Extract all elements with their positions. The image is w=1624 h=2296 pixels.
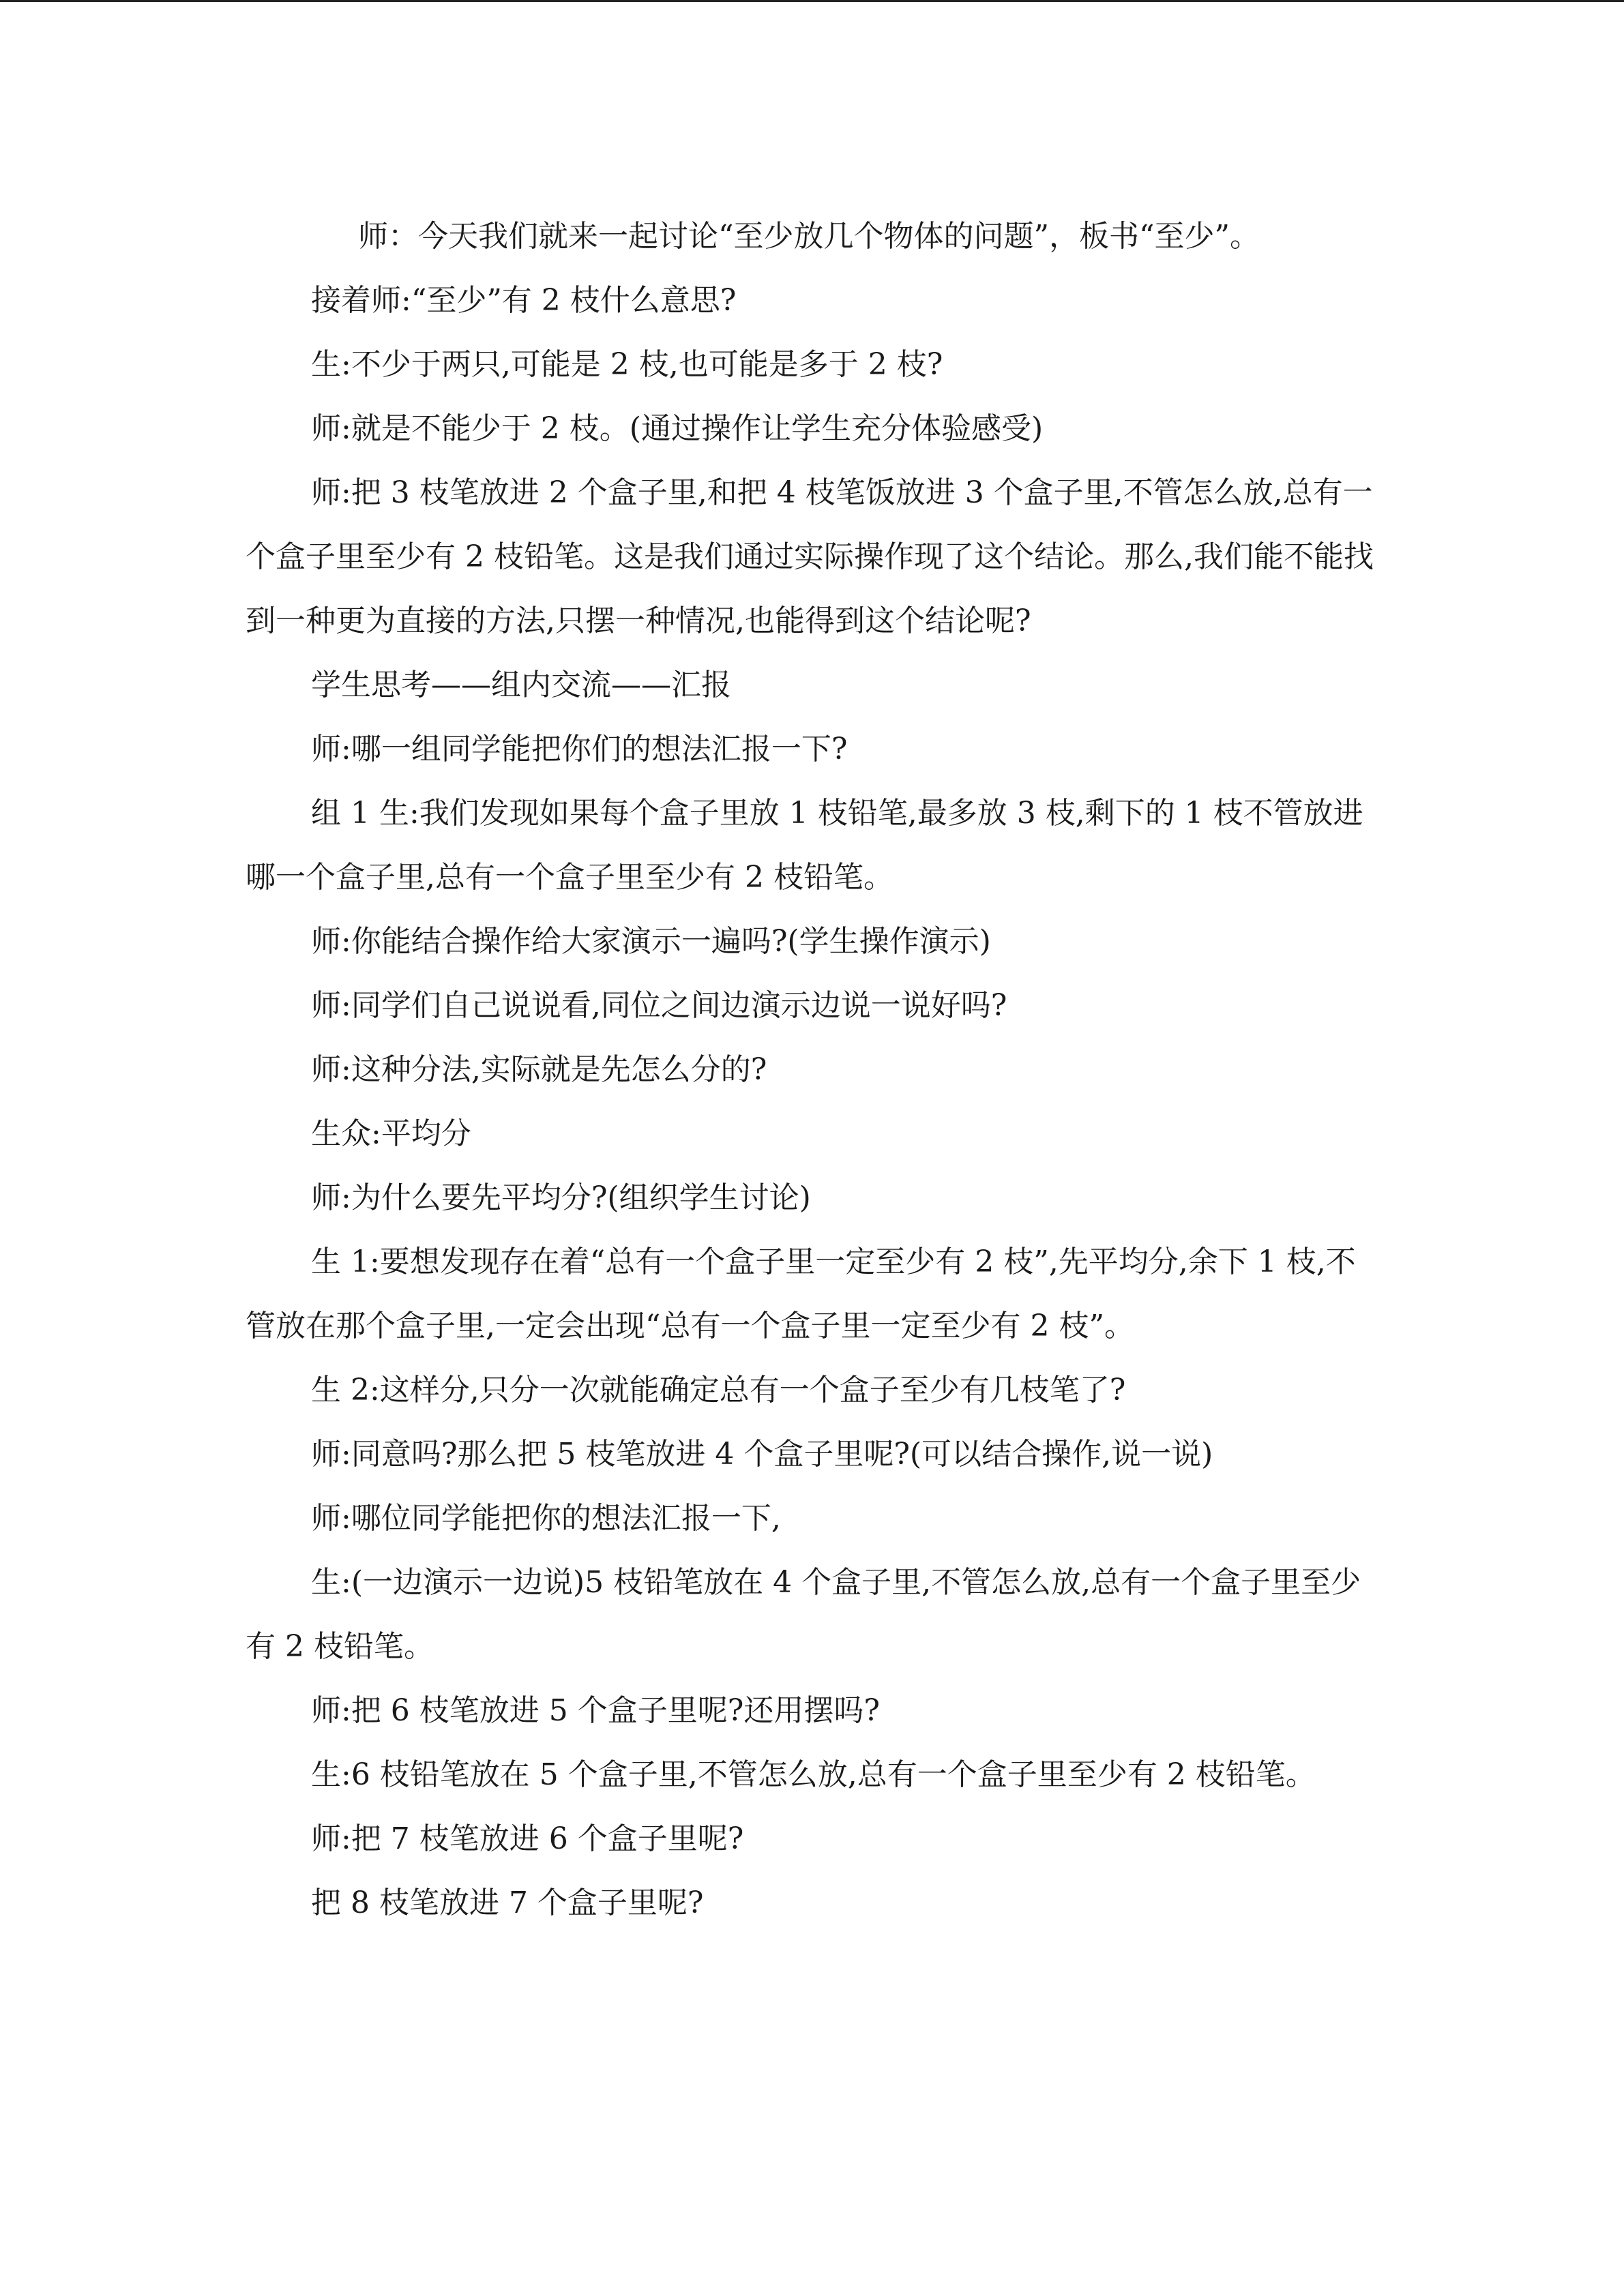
paragraph: 接着师:“至少”有 2 枝什么意思? xyxy=(311,283,737,318)
paragraph: 生 1:要想发现存在着“总有一个盒子里一定至少有 2 枝”,先平均分,余下 1 枝,不管放在那个盒子里,一定会出现“总有一个盒子里一定至少有 2 枝”。 xyxy=(246,1244,1356,1343)
document-body xyxy=(246,205,1381,1935)
paragraph: 组 1 生:我们发现如果每个盒子里放 1 枝铅笔,最多放 3 枝,剩下的 1 枝不管放进哪一个盒子里,总有一个盒子里至少有 2 枝铅笔。 xyxy=(246,796,1363,895)
paragraph: 师:同意吗?那么把 5 枝笔放进 4 个盒子里呢?(可以结合操作,说一说) xyxy=(311,1437,1213,1472)
paragraph: 师:为什么要先平均分?(组织学生讨论) xyxy=(311,1180,811,1215)
paragraph: 师:把 3 枝笔放进 2 个盒子里,和把 4 枝笔饭放进 3 个盒子里,不管怎么放,总有一个盒子里至少有 2 枝铅笔。这是我们通过实际操作现了这个结论。那么,我们能不能找到一种更为直接的方法,只摆一种情况,也能得到这个结论呢? xyxy=(246,475,1374,638)
paragraph: 学生思考——组内交流——汇报 xyxy=(311,668,731,702)
paragraph: 师：今天我们就来一起讨论“至少放几个物体的问题”，板书“至少”。 xyxy=(358,219,1260,254)
paragraph: 师:哪位同学能把你的想法汇报一下, xyxy=(311,1501,781,1536)
paragraph: 师:同学们自己说说看,同位之间边演示边说一说好吗? xyxy=(311,988,1007,1023)
paragraph: 师:就是不能少于 2 枝。(通过操作让学生充分体验感受) xyxy=(311,411,1044,446)
paragraph: 师:把 6 枝笔放进 5 个盒子里呢?还用摆吗? xyxy=(311,1693,880,1728)
paragraph: 师:把 7 枝笔放进 6 个盒子里呢? xyxy=(311,1821,744,1856)
paragraph: 生:6 枝铅笔放在 5 个盒子里,不管怎么放,总有一个盒子里至少有 2 枝铅笔。 xyxy=(311,1757,1316,1792)
page-top-border xyxy=(0,0,1624,2)
paragraph: 生 2:这样分,只分一次就能确定总有一个盒子至少有几枝笔了? xyxy=(311,1373,1126,1407)
paragraph: 师:这种分法,实际就是先怎么分的? xyxy=(311,1052,767,1087)
paragraph: 把 8 枝笔放进 7 个盒子里呢? xyxy=(311,1885,704,1920)
paragraph: 生:不少于两只,可能是 2 枝,也可能是多于 2 枝? xyxy=(311,347,943,382)
paragraph: 师:你能结合操作给大家演示一遍吗?(学生操作演示) xyxy=(311,924,991,959)
paragraph: 生:(一边演示一边说)5 枝铅笔放在 4 个盒子里,不管怎么放,总有一个盒子里至少有 2 枝铅笔。 xyxy=(246,1565,1361,1664)
paragraph: 生众:平均分 xyxy=(311,1116,471,1151)
paragraph: 师:哪一组同学能把你们的想法汇报一下? xyxy=(311,732,848,766)
